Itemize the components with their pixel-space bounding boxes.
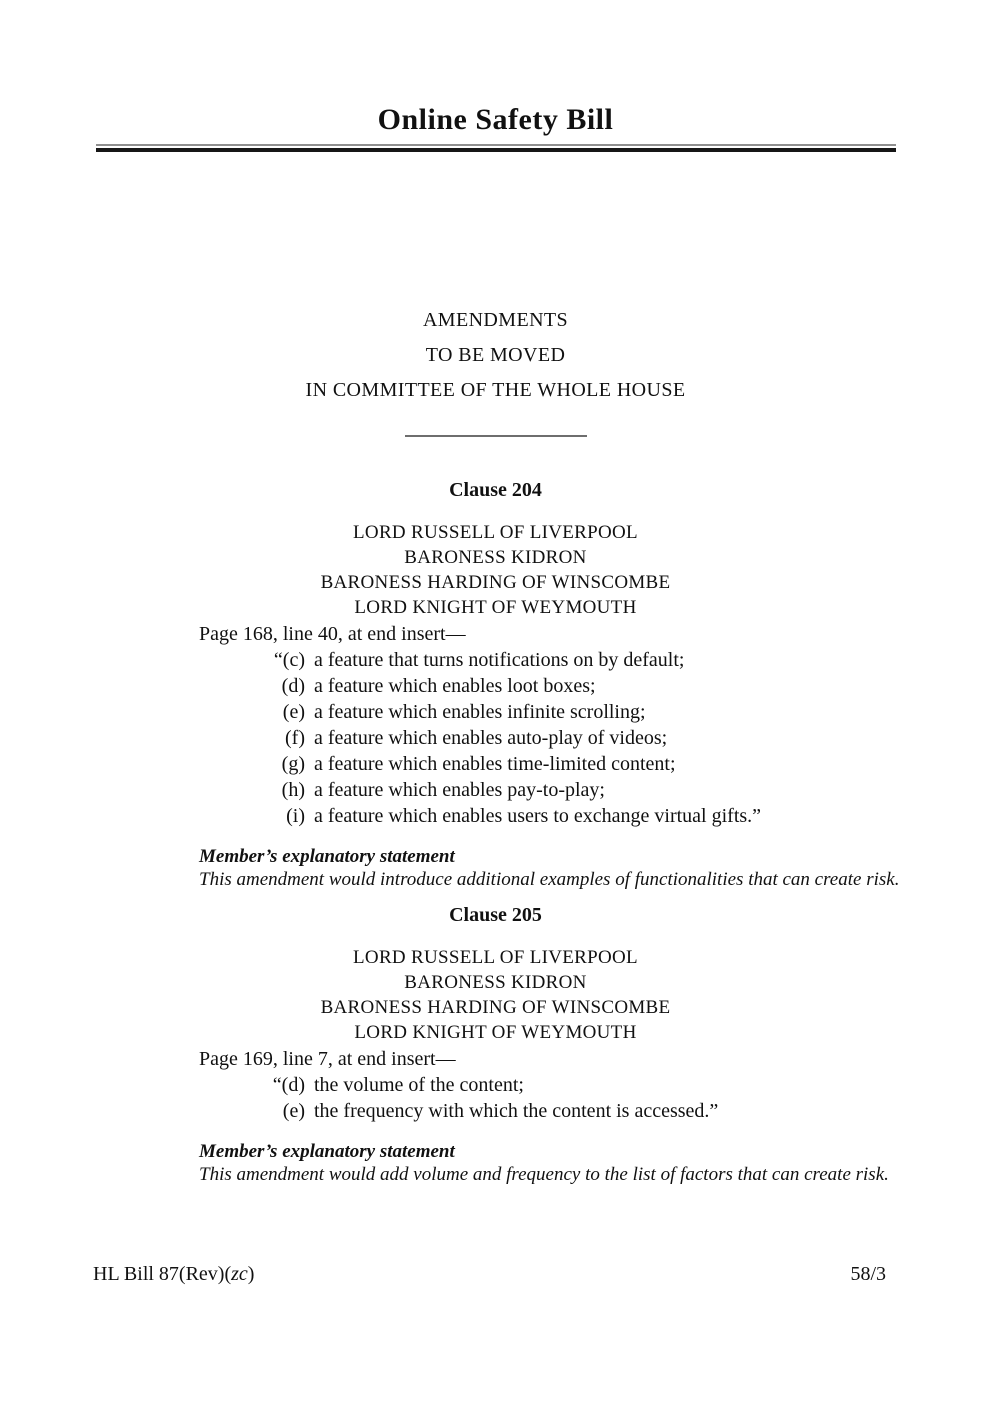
item-label: (e) — [282, 701, 305, 723]
explanatory-statement-text: This amendment would introduce additional examples of functionalities that can create risk. — [199, 869, 900, 890]
item-label: (i) — [286, 805, 305, 827]
amendment-item — [199, 777, 991, 803]
sponsor-name: LORD RUSSELL OF LIVERPOOL — [353, 947, 638, 968]
sponsors-list — [0, 945, 991, 1045]
amendment-section-clause-205 — [0, 903, 991, 1186]
amendment-item — [199, 699, 991, 725]
footer-bill-number-close: ) — [247, 1263, 255, 1285]
title-rule-thick-line — [96, 148, 896, 152]
item-label: (d) — [281, 675, 305, 697]
document-footer — [93, 1262, 886, 1286]
item-label: “(c) — [273, 649, 305, 671]
sponsor-name: LORD RUSSELL OF LIVERPOOL — [353, 522, 638, 543]
amendment-item — [199, 647, 991, 673]
item-text: a feature which enables infinite scrolling; — [314, 701, 646, 723]
explanatory-statement-heading: Member’s explanatory statement — [199, 1141, 455, 1162]
item-label: (e) — [282, 1100, 305, 1122]
sponsor-name: BARONESS HARDING OF WINSCOMBE — [320, 997, 671, 1018]
item-label: (g) — [281, 753, 305, 775]
heading-committee: IN COMMITTEE OF THE WHOLE HOUSE — [305, 379, 686, 401]
title-double-rule — [96, 144, 896, 152]
item-label: (h) — [281, 779, 305, 801]
explanatory-statement-text: This amendment would add volume and frequency to the list of factors that can create risk. — [199, 1164, 889, 1185]
amendment-item — [199, 803, 991, 829]
item-text: a feature which enables time-limited content; — [314, 753, 676, 775]
title-rule-thin-line — [96, 144, 896, 146]
amendment-item — [199, 673, 991, 699]
amendment-section-clause-204 — [0, 478, 991, 891]
amendment-item — [199, 751, 991, 777]
amendment-instruction: Page 168, line 40, at end insert— — [199, 623, 466, 645]
document-title: Online Safety Bill — [377, 103, 614, 136]
amendment-item — [199, 725, 991, 751]
amendment-instruction: Page 169, line 7, at end insert— — [199, 1048, 456, 1070]
item-text: a feature which enables auto-play of videos; — [314, 727, 668, 749]
sponsor-name: LORD KNIGHT OF WEYMOUTH — [354, 597, 637, 618]
sponsor-name: BARONESS KIDRON — [404, 547, 587, 568]
item-text: the frequency with which the content is accessed.” — [314, 1100, 719, 1122]
section-divider — [405, 435, 587, 437]
footer-bill-number-text: HL Bill 87(Rev)( — [93, 1263, 232, 1285]
heading-amendments: AMENDMENTS — [422, 309, 569, 331]
item-text: a feature which enables users to exchange virtual gifts.” — [314, 805, 762, 827]
amendment-item — [199, 1098, 991, 1124]
clause-heading: Clause 205 — [449, 904, 542, 926]
sponsor-name: LORD KNIGHT OF WEYMOUTH — [354, 1022, 637, 1043]
amendment-items — [199, 1072, 991, 1124]
explanatory-statement-heading: Member’s explanatory statement — [199, 846, 455, 867]
item-text: a feature that turns notifications on by default; — [314, 649, 685, 671]
footer-amendment-number: 58/3 — [850, 1263, 886, 1285]
sponsors-list — [0, 520, 991, 620]
footer-bill-number-italic: zc — [231, 1263, 248, 1285]
amendment-item — [199, 1072, 991, 1098]
amendment-items — [199, 647, 991, 829]
item-text: the volume of the content; — [314, 1074, 524, 1096]
item-label: (f) — [285, 727, 305, 749]
clause-heading: Clause 204 — [449, 479, 542, 501]
heading-to-be-moved: TO BE MOVED — [425, 344, 566, 366]
item-label: “(d) — [272, 1074, 305, 1096]
item-text: a feature which enables pay-to-play; — [314, 779, 605, 801]
sponsor-name: BARONESS HARDING OF WINSCOMBE — [320, 572, 671, 593]
amendments-heading-block — [0, 308, 991, 402]
footer-bill-number — [93, 1262, 254, 1286]
item-text: a feature which enables loot boxes; — [314, 675, 596, 697]
sponsor-name: BARONESS KIDRON — [404, 972, 587, 993]
